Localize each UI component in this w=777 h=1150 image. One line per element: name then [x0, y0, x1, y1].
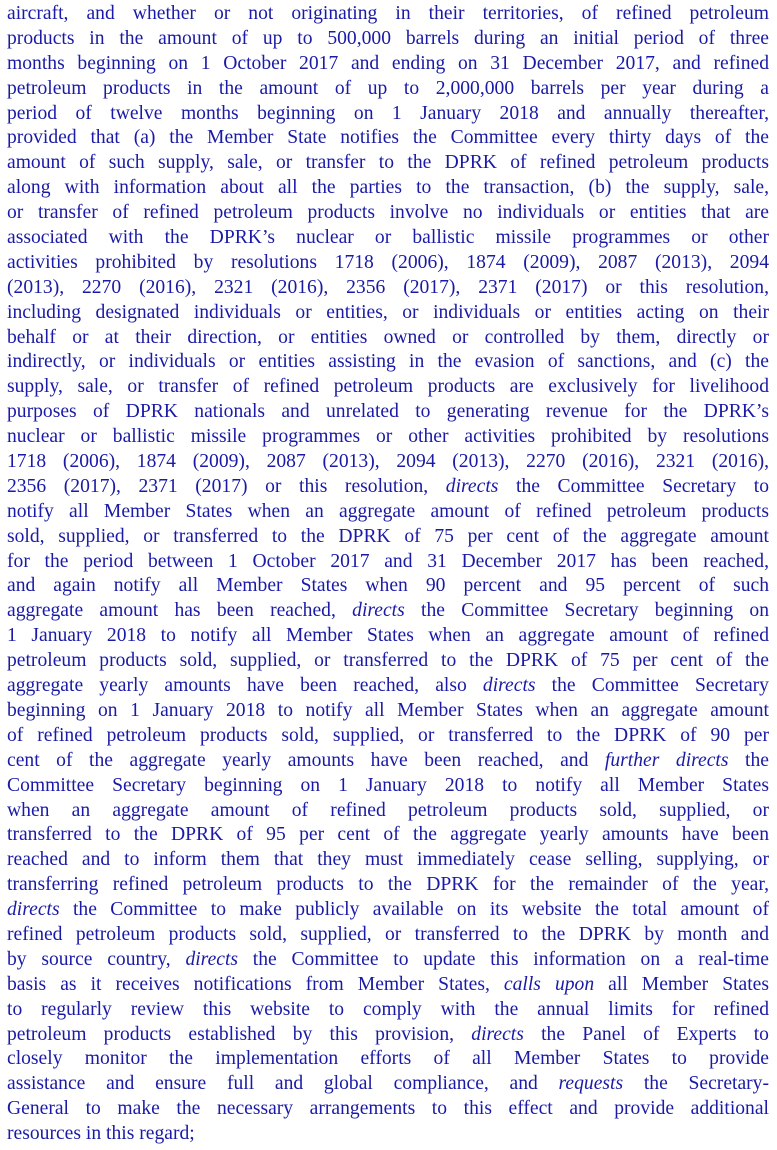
line-text: 1718 (2006), 1874 (2009), 2087 (2013), 2094 (2013), 2270 (2016), 2321 (2016),: [7, 451, 769, 473]
text-line: [7, 27, 769, 52]
line-text: petroleum products established by this provision,: [7, 1023, 472, 1045]
line-text: beginning on 1 January 2018 to notify all Member States when an aggregate amount: [7, 699, 769, 721]
line-text: 2356 (2017), 2371 (2017) or this resolution,: [7, 475, 446, 497]
text-line: [7, 2, 769, 27]
line-text: cent of the aggregate yearly amounts have been reached, and: [7, 749, 605, 771]
text-line: [7, 774, 769, 799]
text-line: [7, 525, 769, 550]
text-line: [7, 151, 769, 176]
line-text: (2013), 2270 (2016), 2321 (2016), 2356 (2017), 2371 (2017) or this resolution,: [7, 276, 769, 298]
text-line: [7, 1047, 769, 1072]
text-line: [7, 948, 769, 973]
line-text: Committee Secretary beginning on 1 January 2018 to notify all Member States: [7, 774, 769, 796]
text-line: [7, 276, 769, 301]
line-text: reached and to inform them that they must immediately cease selling, supplying, or: [7, 849, 769, 871]
line-text: the Secretary-: [623, 1073, 769, 1095]
text-line: [7, 898, 769, 923]
text-line: [7, 674, 769, 699]
emphasis-text: calls upon: [503, 973, 595, 995]
line-text: activities prohibited by resolutions 1718 (2006), 1874 (2009), 2087 (2013), 2094: [7, 251, 769, 273]
line-text: transferring refined petroleum products to the DPRK for the remainder of the year,: [7, 874, 769, 896]
text-line: [7, 550, 769, 575]
line-text: indirectly, or individuals or entities assisting in the evasion of sanctions, and (c) the: [7, 351, 769, 373]
line-text: General to make the necessary arrangements to this effect and provide additional: [7, 1098, 769, 1120]
text-line: [7, 599, 769, 624]
line-text: purposes of DPRK nationals and unrelated to generating revenue for the DPRK’s: [7, 401, 769, 423]
line-text: the Committee Secretary beginning on: [404, 600, 769, 622]
emphasis-text: further directs: [604, 749, 729, 771]
line-text: the Panel of Experts to: [523, 1023, 769, 1045]
text-line: [7, 998, 769, 1023]
text-line: [7, 1097, 769, 1122]
line-text: nuclear or ballistic missile programmes or other activities prohibited by resolutions: [7, 426, 769, 448]
line-text: products in the amount of up to 500,000 barrels during an initial period of three: [7, 27, 769, 49]
line-text: transferred to the DPRK of 95 per cent of the aggregate yearly amounts have been: [7, 824, 769, 846]
line-text: to regularly review this website to comply with the annual limits for refined: [7, 998, 769, 1020]
line-text: the Committee to update this information on a real-time: [238, 948, 769, 970]
line-text: assistance and ensure full and global compliance, and: [7, 1073, 559, 1095]
line-text: the Committee Secretary: [535, 675, 769, 697]
text-line: [7, 475, 769, 500]
text-line: [7, 574, 769, 599]
text-line: [7, 375, 769, 400]
line-text: petroleum products sold, supplied, or transferred to the DPRK of 75 per cent of the: [7, 650, 769, 672]
text-line: [7, 1122, 769, 1147]
text-line: [7, 226, 769, 251]
line-text: along with information about all the parties to the transaction, (b) the supply, sale,: [7, 177, 769, 199]
text-line: [7, 251, 769, 276]
text-line: [7, 450, 769, 475]
line-text: aggregate yearly amounts have been reached, also: [7, 675, 483, 697]
line-text: behalf or at their direction, or entities owned or controlled by them, directly or: [7, 326, 769, 348]
text-line: [7, 350, 769, 375]
emphasis-text: directs: [482, 675, 536, 697]
text-line: [7, 848, 769, 873]
emphasis-text: directs: [445, 475, 499, 497]
emphasis-text: directs: [352, 600, 405, 622]
text-line: [7, 126, 769, 151]
line-text: petroleum products in the amount of up to 2,000,000 barrels per year during a: [7, 77, 769, 99]
line-text: associated with the DPRK’s nuclear or ballistic missile programmes or other: [7, 227, 769, 249]
line-text: amount of such supply, sale, or transfer to the DPRK of refined petroleum products: [7, 152, 769, 174]
text-line: [7, 749, 769, 774]
text-line: [7, 400, 769, 425]
emphasis-text: directs: [185, 948, 239, 970]
line-text: period of twelve months beginning on 1 January 2018 and annually thereafter,: [7, 102, 769, 124]
text-line: [7, 973, 769, 998]
resolution-paragraph: [7, 2, 769, 1147]
line-text: when an aggregate amount of refined petroleum products sold, supplied, or: [7, 799, 769, 821]
line-text: the: [728, 749, 769, 771]
line-text: months beginning on 1 October 2017 and ending on 31 December 2017, and refined: [7, 52, 769, 74]
line-text: the Committee to make publicly available on its website the total amount of: [59, 899, 769, 921]
text-line: [7, 873, 769, 898]
emphasis-text: directs: [7, 899, 60, 921]
line-text: sold, supplied, or transferred to the DPRK of 75 per cent of the aggregate amount: [7, 525, 769, 547]
line-text: aircraft, and whether or not originating in their territories, of refined petroleum: [7, 3, 769, 24]
text-line: [7, 77, 769, 102]
text-line: [7, 799, 769, 824]
text-line: [7, 425, 769, 450]
line-text: for the period between 1 October 2017 and 31 December 2017 has been reached,: [7, 550, 769, 572]
text-line: [7, 649, 769, 674]
line-text: resources in this regard;: [7, 1123, 195, 1145]
line-text: or transfer of refined petroleum products involve no individuals or entities that are: [7, 202, 769, 224]
text-line: [7, 326, 769, 351]
line-text: by source country,: [7, 948, 186, 970]
text-line: [7, 1072, 769, 1097]
line-text: notify all Member States when an aggregate amount of refined petroleum products: [7, 500, 769, 522]
text-line: [7, 102, 769, 127]
text-line: [7, 823, 769, 848]
text-line: [7, 500, 769, 525]
line-text: and again notify all Member States when 90 percent and 95 percent of such: [7, 575, 769, 597]
text-line: [7, 301, 769, 326]
text-line: [7, 923, 769, 948]
text-line: [7, 52, 769, 77]
line-text: provided that (a) the Member State notifies the Committee every thirty days of the: [7, 127, 769, 149]
text-line: [7, 201, 769, 226]
line-text: of refined petroleum products sold, supplied, or transferred to the DPRK of 90 per: [7, 724, 769, 746]
line-text: supply, sale, or transfer of refined petroleum products are exclusively for livelihood: [7, 376, 769, 398]
line-text: the Committee Secretary to: [498, 475, 769, 497]
emphasis-text: directs: [471, 1023, 524, 1045]
line-text: closely monitor the implementation efforts of all Member States to provide: [7, 1048, 769, 1070]
text-line: [7, 724, 769, 749]
line-text: 1 January 2018 to notify all Member States when an aggregate amount of refined: [7, 625, 769, 647]
text-line: [7, 1023, 769, 1048]
line-text: aggregate amount has been reached,: [7, 600, 353, 622]
text-line: [7, 699, 769, 724]
text-line: [7, 624, 769, 649]
line-text: all Member States: [594, 973, 769, 995]
text-line: [7, 176, 769, 201]
line-text: refined petroleum products sold, supplied, or transferred to the DPRK by month and: [7, 923, 769, 945]
line-text: basis as it receives notifications from Member States,: [7, 973, 504, 995]
line-text: including designated individuals or entities, or individuals or entities acting on their: [7, 301, 769, 323]
emphasis-text: requests: [558, 1073, 624, 1095]
